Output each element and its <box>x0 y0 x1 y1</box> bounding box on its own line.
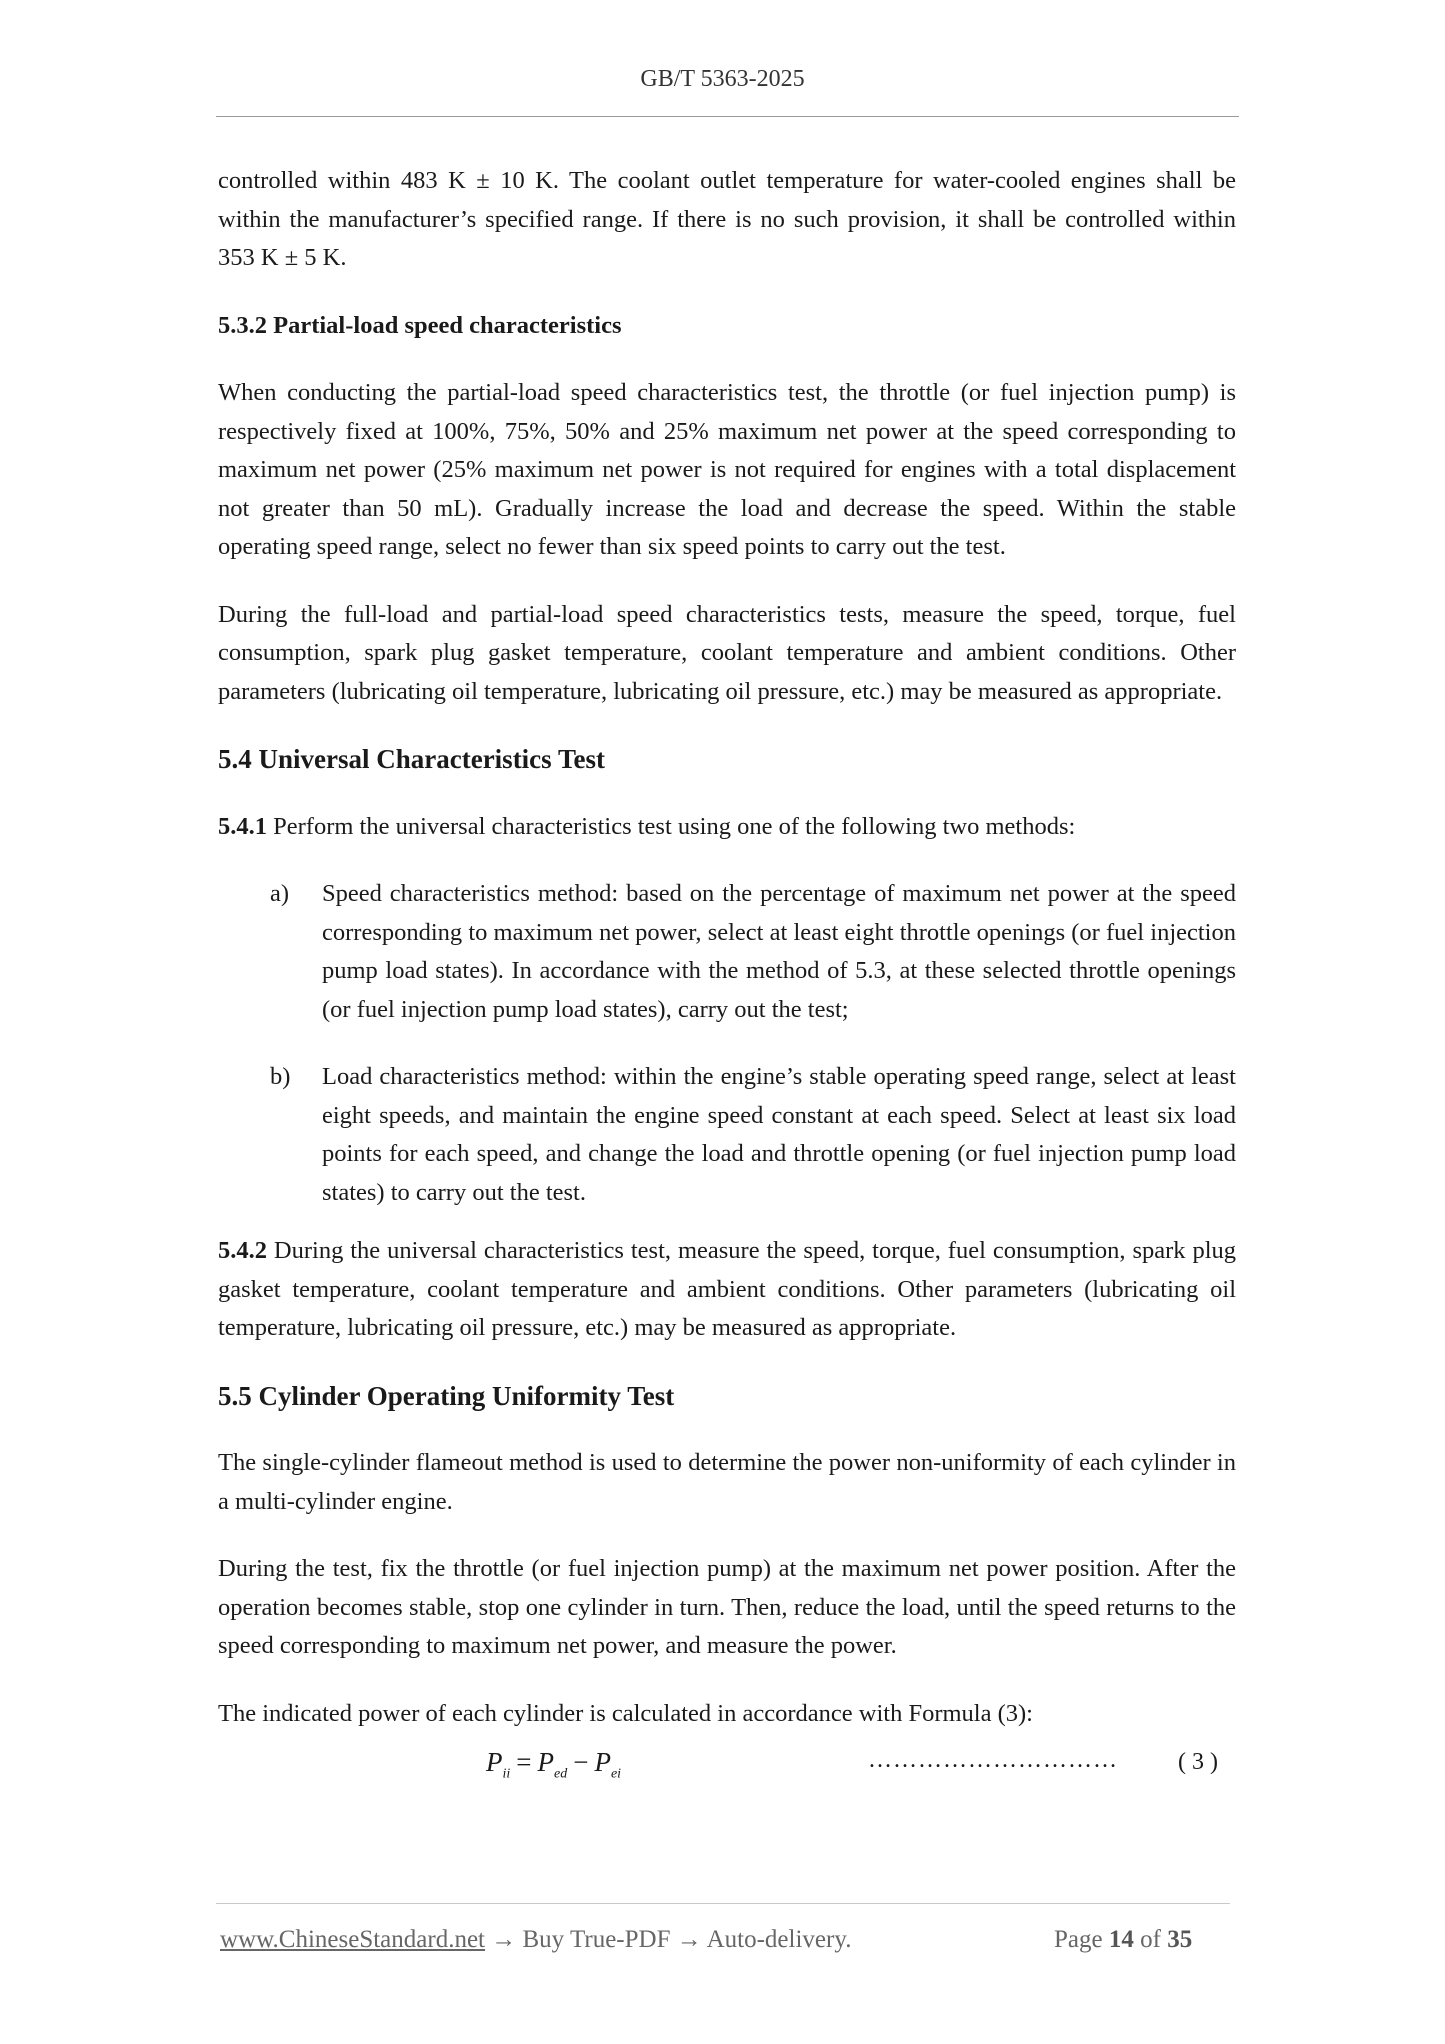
document-body <box>218 162 1236 1783</box>
footer-divider <box>216 1903 1230 1904</box>
arrow-icon: → <box>485 1926 523 1953</box>
section-heading-5-3-2: 5.3.2 Partial-load speed characteristics <box>218 311 622 339</box>
list-marker: b) <box>270 1063 291 1090</box>
subscript: ed <box>554 1766 568 1782</box>
paragraph: The single-cylinder flameout method is used to determine the power non-uniformity of each cylinder in a multi-cylinder engine. <box>218 1449 1236 1515</box>
page-total: 35 <box>1167 1926 1193 1953</box>
clause-text: Perform the universal characteristics test using one of the following two methods: <box>267 812 1076 840</box>
symbol: P <box>486 1747 503 1777</box>
header-title: GB/T 5363-2025 <box>640 66 805 92</box>
header-divider <box>216 116 1239 117</box>
clause-text: During the universal characteristics test, measure the speed, torque, fuel consumption, spark plug gasket temperature, coolant temperature and ambient conditions. Other parameters (lubricating oil temperature, lubricating oil pressure, etc.) may be measured as appropriate. <box>218 1237 1236 1341</box>
formula-leader-dots: ………………………… <box>868 1747 1118 1773</box>
symbol: P <box>537 1747 555 1777</box>
equals-sign: = <box>516 1747 532 1777</box>
section-heading-5-4: 5.4 Universal Characteristics Test <box>218 744 605 774</box>
paragraph: When conducting the partial-load speed characteristics test, the throttle (or fuel injection pump) is respectively fixed at 100%, 75%, 50% and 25% maximum net power at the speed corresponding to maximum net power (25% maximum net power is not required for engines with a total displacement not greater than 50 mL). Gradually increase the load and decrease the speed. Within the stable operating speed range, select no fewer than six speed points to carry out the test. <box>218 379 1236 560</box>
formula-number: ( 3 ) <box>1178 1749 1218 1775</box>
arrow-icon: → <box>670 1926 707 1953</box>
buy-text: Buy True-PDF <box>522 1926 671 1953</box>
symbol: P <box>594 1747 611 1777</box>
clause-5-4-2 <box>218 1232 1236 1348</box>
clause-number: 5.4.1 <box>218 812 267 840</box>
subscript: ii <box>502 1766 511 1782</box>
delivery-text: Auto-delivery. <box>706 1926 852 1953</box>
paragraph: During the test, fix the throttle (or fuel injection pump) at the maximum net power position. After the operation becomes stable, stop one cylinder in turn. Then, reduce the load, until the speed returns to the speed corresponding to maximum net power, and measure the power. <box>218 1555 1236 1659</box>
formula-expression <box>486 1743 621 1794</box>
list-marker: a) <box>270 880 290 907</box>
paragraph: The indicated power of each cylinder is calculated in accordance with Formula (3): <box>218 1699 1033 1727</box>
subscript: ei <box>610 1766 622 1782</box>
clause-5-4-1 <box>218 808 1236 847</box>
section-heading-5-5: 5.5 Cylinder Operating Uniformity Test <box>218 1380 675 1411</box>
minus-sign: − <box>573 1747 589 1777</box>
of-label: of <box>1140 1926 1161 1953</box>
clause-number: 5.4.2 <box>218 1237 267 1264</box>
list-item <box>218 1058 1236 1212</box>
list-item-text: Load characteristics method: within the engine’s stable operating speed range, select at least eight speeds, and maintain the engine speed constant at each speed. Select at least six load points for each speed, and change the load and throttle opening (or fuel injection pump load states) to carry out the test. <box>322 1063 1236 1206</box>
footer-promo <box>220 1926 851 1954</box>
list-item-text: Speed characteristics method: based on the percentage of maximum net power at the speed corresponding to maximum net power, select at least eight throttle openings (or fuel injection pump load states). In accordance with the method of 5.3, at these selected throttle openings (or fuel injection pump load states), carry out the test; <box>322 880 1236 1023</box>
page-label: Page <box>1054 1926 1103 1953</box>
page-indicator <box>1054 1926 1192 1954</box>
list-item <box>218 875 1236 1029</box>
paragraph: During the full-load and partial-load speed characteristics tests, measure the speed, torque, fuel consumption, spark plug gasket temperature, coolant temperature and ambient conditions. Other parameters (lubricating oil temperature, lubricating oil pressure, etc.) may be measured as appropriate. <box>218 600 1236 705</box>
paragraph: controlled within 483 K ± 10 K. The coolant outlet temperature for water-cooled engines shall be within the manufacturer’s specified range. If there is no such provision, it shall be controlled within 353 K ± 5 K. <box>218 167 1236 271</box>
site-link[interactable]: www.ChineseStandard.net <box>220 1926 485 1953</box>
formula-3 <box>218 1743 1236 1783</box>
page-number: 14 <box>1108 1926 1134 1953</box>
